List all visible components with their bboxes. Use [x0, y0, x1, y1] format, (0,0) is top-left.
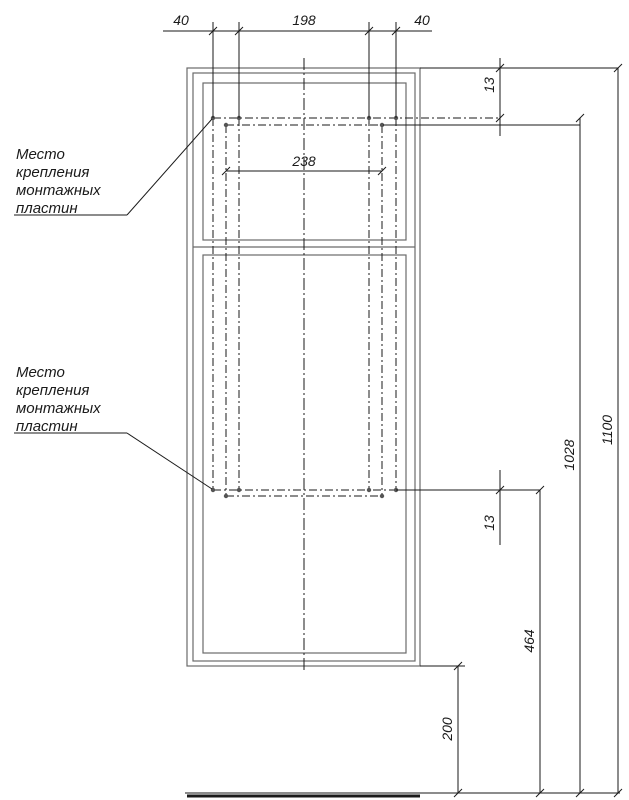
- callout-bottom-line-3: монтажных: [16, 400, 101, 417]
- dim-top-offset: 13: [481, 77, 497, 93]
- dim-top-left: 40: [173, 12, 189, 28]
- dim-mount-upper: 1028: [561, 439, 577, 471]
- dim-inner-width: 238: [292, 153, 316, 169]
- dim-top-middle: 198: [292, 12, 316, 28]
- callout-top-line-1: Место: [16, 146, 65, 163]
- callout-bottom-line-4: пластин: [16, 418, 78, 435]
- callout-top-line-3: монтажных: [16, 182, 101, 199]
- callout-top-line-2: крепления: [16, 164, 90, 181]
- dim-bottom-offset: 13: [481, 515, 497, 531]
- callout-top-line-4: пластин: [16, 200, 78, 217]
- dim-total-height: 1100: [599, 414, 615, 446]
- right-dimensions: [185, 58, 622, 797]
- callout-bottom-line-2: крепления: [16, 382, 90, 399]
- callout-bottom-line-1: Место: [16, 364, 65, 381]
- mounting-lines: [213, 118, 500, 496]
- dim-top-right: 40: [414, 12, 430, 28]
- dim-mount-lower: 464: [521, 629, 537, 653]
- dim-floor-gap: 200: [439, 717, 455, 741]
